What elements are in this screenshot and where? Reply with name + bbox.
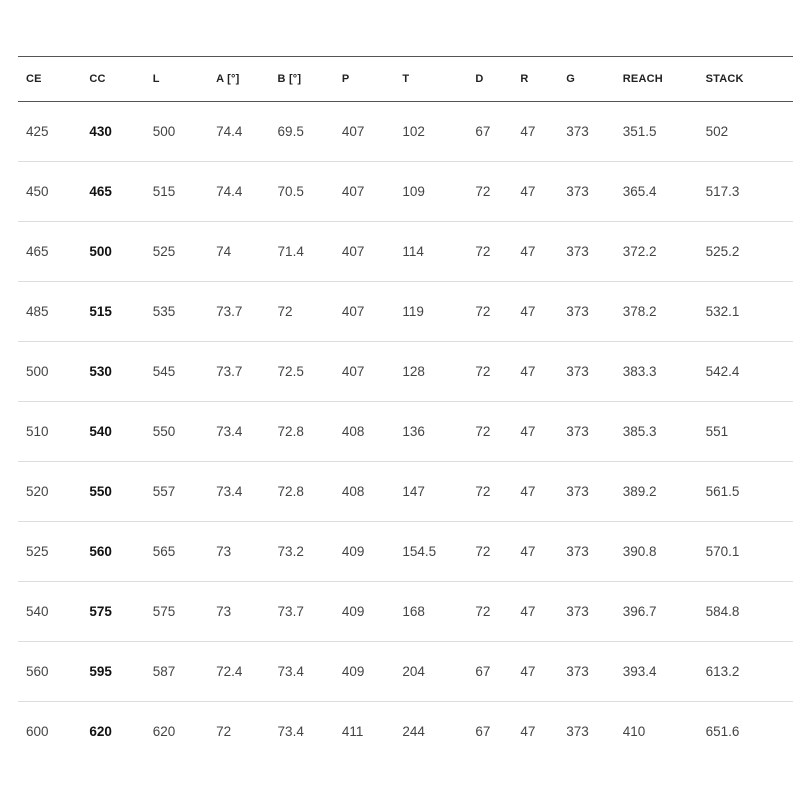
table-header-row [18,57,793,102]
table-cell-l: 535 [152,304,176,319]
table-cell-a: 74.4 [216,184,243,199]
table-cell-d: 72 [475,604,491,619]
table-cell-reach: 372.2 [622,244,657,259]
table-cell-cc: 430 [89,124,112,139]
table-cell-r: 47 [520,304,536,319]
table-cell-g: 373 [566,724,589,739]
table-cell-ce: 425 [26,124,49,139]
table-cell-r: 47 [520,724,536,739]
table-cell-g: 373 [566,304,589,319]
table-cell-a: 73 [216,604,232,619]
table-cell-cc: 540 [89,424,112,439]
table-cell-l: 620 [152,724,176,739]
table-cell-g: 373 [566,544,589,559]
table-cell-cc: 575 [89,604,112,619]
table-cell-d: 72 [475,364,491,379]
table-cell-a: 73.4 [216,424,243,439]
column-header-ce: CE [26,73,42,85]
table-row [18,222,793,282]
table-cell-t: 154.5 [402,544,437,559]
column-header-r: R [520,73,529,85]
table-cell-g: 373 [566,124,589,139]
table-cell-ce: 510 [26,424,49,439]
table-cell-r: 47 [520,604,536,619]
table-cell-t: 119 [402,304,424,319]
table-cell-l: 587 [152,664,176,679]
table-cell-b: 73.4 [277,724,304,739]
table-cell-stack: 502 [705,124,729,139]
table-cell-l: 565 [152,544,176,559]
table-cell-ce: 560 [26,664,49,679]
table-cell-reach: 378.2 [622,304,657,319]
table-cell-d: 72 [475,424,491,439]
table-cell-cc: 595 [89,664,112,679]
table-cell-d: 72 [475,304,491,319]
table-cell-l: 545 [152,364,176,379]
table-cell-stack: 613.2 [705,664,740,679]
column-header-stack: STACK [705,73,744,85]
table-cell-a: 74.4 [216,124,243,139]
table-cell-a: 72 [216,724,232,739]
table-row [18,102,793,162]
table-cell-a: 73.4 [216,484,243,499]
table-cell-b: 73.7 [277,604,304,619]
table-cell-b: 73.2 [277,544,304,559]
table-cell-cc: 530 [89,364,112,379]
table-cell-stack: 542.4 [705,364,740,379]
table-cell-a: 72.4 [216,664,243,679]
table-cell-t: 136 [402,424,425,439]
table-row [18,582,793,642]
table-cell-p: 407 [341,124,365,139]
table-cell-t: 244 [402,724,425,739]
table-cell-g: 373 [566,364,589,379]
table-cell-cc: 560 [89,544,112,559]
table-cell-t: 168 [402,604,425,619]
table-cell-p: 407 [341,244,365,259]
table-cell-b: 72.8 [277,424,304,439]
table-cell-ce: 465 [26,244,49,259]
table-cell-ce: 600 [26,724,49,739]
table-row [18,402,793,462]
table-cell-d: 67 [475,724,491,739]
table-cell-p: 409 [341,664,365,679]
table-cell-ce: 485 [26,304,49,319]
table-row [18,702,793,761]
table-cell-b: 72 [277,304,293,319]
column-header-t: T [402,73,410,85]
table-cell-g: 373 [566,664,589,679]
table-cell-r: 47 [520,184,536,199]
table-cell-reach: 383.3 [622,364,657,379]
table-cell-stack: 651.6 [705,724,740,739]
table-cell-a: 73 [216,544,232,559]
table-cell-cc: 620 [89,724,112,739]
table-cell-cc: 465 [89,184,112,199]
table-cell-reach: 393.4 [622,664,657,679]
table-cell-reach: 410 [622,724,646,739]
table-cell-l: 575 [152,604,176,619]
geometry-table [18,56,793,761]
column-header-l: L [152,73,160,85]
table-cell-l: 557 [152,484,176,499]
table-cell-r: 47 [520,244,536,259]
table-cell-stack: 551 [705,424,729,439]
table-cell-a: 73.7 [216,304,243,319]
table-cell-stack: 561.5 [705,484,740,499]
table-cell-l: 550 [152,424,176,439]
table-cell-l: 515 [152,184,176,199]
table-row [18,162,793,222]
table-cell-t: 102 [402,124,425,139]
table-cell-p: 409 [341,604,365,619]
table-cell-ce: 450 [26,184,49,199]
table-cell-cc: 550 [89,484,112,499]
column-header-b: B [°] [277,73,302,85]
table-cell-r: 47 [520,364,536,379]
table-cell-reach: 389.2 [622,484,657,499]
table-cell-r: 47 [520,664,536,679]
table-cell-t: 109 [402,184,425,199]
table-cell-b: 72.5 [277,364,304,379]
table-cell-b: 71.4 [277,244,304,259]
table-cell-r: 47 [520,424,536,439]
table-cell-r: 47 [520,484,536,499]
table-cell-d: 72 [475,184,491,199]
column-header-g: G [566,73,575,85]
table-cell-b: 72.8 [277,484,304,499]
table-cell-p: 408 [341,484,365,499]
table-cell-reach: 351.5 [622,124,657,139]
table-row [18,282,793,342]
table-cell-g: 373 [566,424,589,439]
table-cell-p: 407 [341,304,365,319]
table-cell-reach: 385.3 [622,424,657,439]
table-cell-stack: 584.8 [705,604,740,619]
table-cell-b: 73.4 [277,664,304,679]
table-cell-a: 74 [216,244,232,259]
table-cell-p: 408 [341,424,365,439]
table-cell-t: 204 [402,664,425,679]
column-header-cc: CC [89,73,106,85]
table-row [18,522,793,582]
table-cell-ce: 500 [26,364,49,379]
table-cell-reach: 396.7 [622,604,657,619]
column-header-reach: REACH [622,73,663,85]
table-cell-a: 73.7 [216,364,243,379]
table-body [18,102,793,761]
table-cell-p: 407 [341,184,365,199]
column-header-d: D [475,73,484,85]
table-cell-l: 500 [152,124,176,139]
table-cell-p: 411 [341,724,364,739]
table-cell-cc: 515 [89,304,112,319]
table-cell-l: 525 [152,244,176,259]
table-cell-g: 373 [566,484,589,499]
table-cell-g: 373 [566,244,589,259]
table-cell-d: 72 [475,484,491,499]
table-cell-stack: 570.1 [705,544,740,559]
table-cell-b: 69.5 [277,124,304,139]
table-cell-d: 72 [475,544,491,559]
table-cell-g: 373 [566,604,589,619]
table-cell-ce: 525 [26,544,49,559]
table-cell-stack: 517.3 [705,184,740,199]
table-cell-r: 47 [520,124,536,139]
table-row [18,342,793,402]
table-row [18,642,793,702]
table-cell-t: 114 [402,244,424,259]
column-header-a: A [°] [216,73,240,85]
table-cell-t: 128 [402,364,425,379]
table-cell-stack: 532.1 [705,304,740,319]
table-cell-r: 47 [520,544,536,559]
table-cell-cc: 500 [89,244,112,259]
table-cell-d: 67 [475,664,491,679]
table-cell-p: 409 [341,544,365,559]
column-header-p: P [341,73,350,85]
table-cell-t: 147 [402,484,425,499]
table-cell-ce: 520 [26,484,49,499]
table-cell-reach: 390.8 [622,544,657,559]
table-cell-reach: 365.4 [622,184,657,199]
table-row [18,462,793,522]
table-cell-b: 70.5 [277,184,304,199]
table-cell-p: 407 [341,364,365,379]
table-cell-d: 72 [475,244,491,259]
table-cell-d: 67 [475,124,491,139]
table-cell-ce: 540 [26,604,49,619]
table-cell-stack: 525.2 [705,244,740,259]
table-cell-g: 373 [566,184,589,199]
